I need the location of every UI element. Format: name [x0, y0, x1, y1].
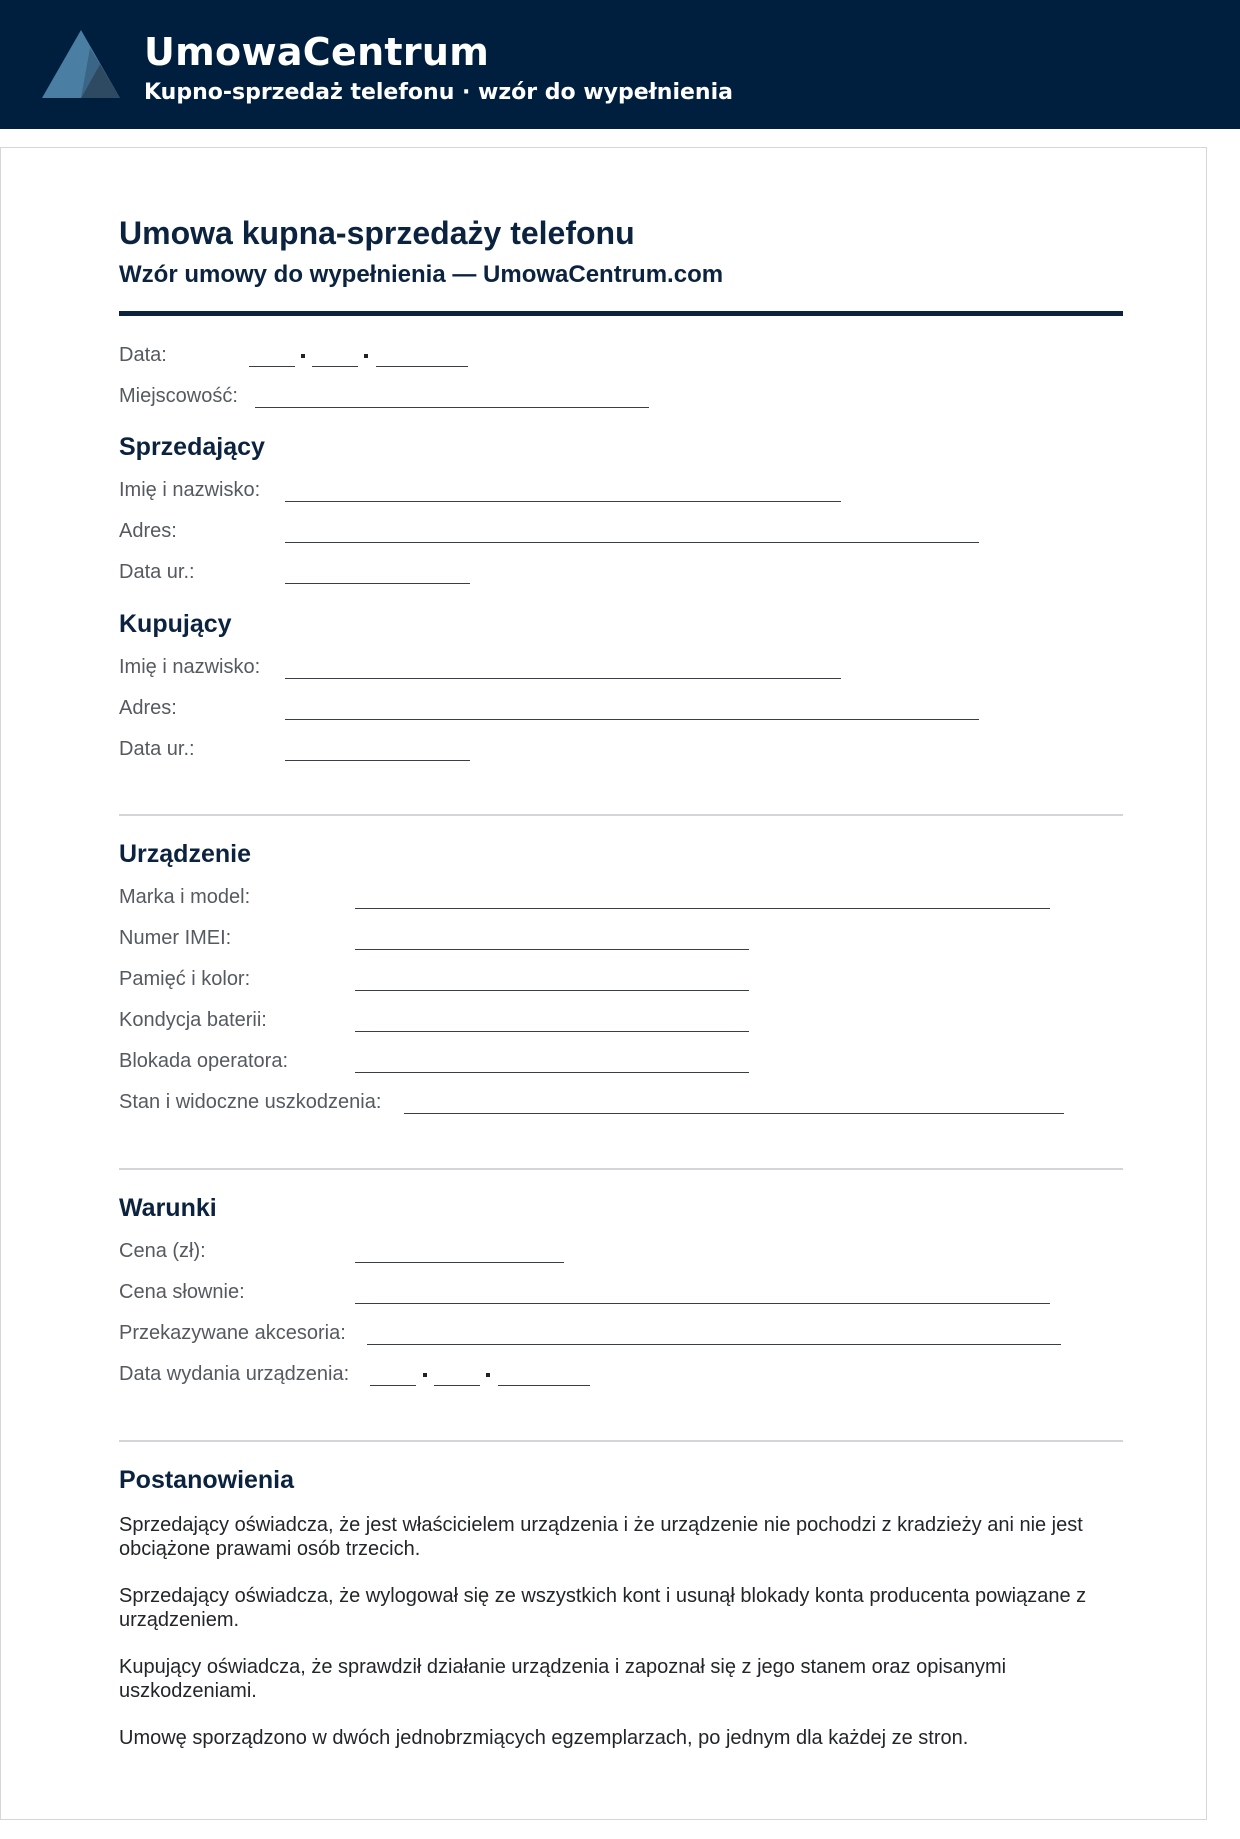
- price-words-blank[interactable]: [355, 1303, 1050, 1304]
- buyer-birth-field[interactable]: [119, 734, 519, 764]
- price-blank[interactable]: [355, 1262, 564, 1263]
- provision-clause-1: Sprzedający oświadcza, że jest właścicielem urządzenia i że urządzenie nie pochodzi z kradzieży ani nie jest obciążone prawami osób trzecich.: [119, 1514, 1083, 1560]
- brand-name[interactable]: UmowaCentrum: [144, 30, 490, 74]
- buyer-name-field[interactable]: [119, 652, 919, 682]
- seller-name-label: Imię i nazwisko:: [119, 479, 261, 501]
- date-label: Data:: [119, 344, 167, 366]
- accessories-label: Przekazywane akcesoria:: [119, 1322, 346, 1344]
- accessories-field[interactable]: [119, 1318, 1119, 1348]
- device-brand-blank[interactable]: [355, 908, 1050, 909]
- header-tagline: Kupno-sprzedaż telefonu · wzór do wypełnienia: [144, 80, 733, 105]
- price-label: Cena (zł):: [119, 1240, 206, 1262]
- seller-name-blank[interactable]: [285, 501, 841, 502]
- buyer-section-title: Kupujący: [119, 610, 232, 638]
- device-brand-field[interactable]: [119, 882, 1069, 912]
- device-battery-blank[interactable]: [355, 1031, 749, 1032]
- provision-clause-3: Kupujący oświadcza, że sprawdził działanie urządzenia i zapoznał się z jego stanem oraz opisanymi uszkodzeniami.: [119, 1656, 1007, 1702]
- seller-birth-field[interactable]: [119, 557, 519, 587]
- document-card: [0, 147, 1207, 1820]
- price-field[interactable]: [119, 1236, 819, 1266]
- buyer-address-label: Adres:: [119, 697, 177, 719]
- device-lock-blank[interactable]: [355, 1072, 749, 1073]
- provisions-section-title: Postanowienia: [119, 1466, 295, 1494]
- price-words-field[interactable]: [119, 1277, 1069, 1307]
- device-imei-blank[interactable]: [355, 949, 749, 950]
- seller-address-blank[interactable]: [285, 542, 979, 543]
- section-divider: [119, 1168, 1123, 1170]
- seller-section-title: Sprzedający: [119, 433, 265, 461]
- seller-name-field[interactable]: [119, 475, 919, 505]
- device-memory-field[interactable]: [119, 964, 819, 994]
- buyer-name-blank[interactable]: [285, 678, 841, 679]
- section-divider: [119, 814, 1123, 816]
- title-rule: [119, 311, 1123, 316]
- device-imei-label: Numer IMEI:: [119, 927, 232, 949]
- site-header: [0, 0, 1240, 129]
- document-subtitle: Wzór umowy do wypełnienia — UmowaCentrum.com: [119, 261, 724, 288]
- buyer-address-field[interactable]: [119, 693, 1019, 723]
- device-battery-label: Kondycja baterii:: [119, 1009, 267, 1031]
- document-title: Umowa kupna-sprzedaży telefonu: [119, 215, 635, 251]
- device-memory-blank[interactable]: [355, 990, 749, 991]
- handover-date-label: Data wydania urządzenia:: [119, 1363, 350, 1385]
- seller-birth-label: Data ur.:: [119, 561, 195, 583]
- accessories-blank[interactable]: [367, 1344, 1061, 1345]
- buyer-birth-blank[interactable]: [285, 760, 470, 761]
- handover-date-field[interactable]: [119, 1359, 719, 1389]
- provision-clause-4: Umowę sporządzono w dwóch jednobrzmiących egzemplarzach, po jednym dla każdej ze stron.: [119, 1727, 969, 1749]
- device-brand-label: Marka i model:: [119, 886, 251, 908]
- place-field[interactable]: [119, 381, 719, 411]
- device-lock-field[interactable]: [119, 1046, 819, 1076]
- device-section-title: Urządzenie: [119, 840, 251, 868]
- place-blank[interactable]: [255, 407, 649, 408]
- buyer-birth-label: Data ur.:: [119, 738, 195, 760]
- buyer-address-blank[interactable]: [285, 719, 979, 720]
- device-condition-field[interactable]: [119, 1087, 1119, 1117]
- device-battery-field[interactable]: [119, 1005, 819, 1035]
- terms-section-title: Warunki: [119, 1194, 217, 1222]
- device-lock-label: Blokada operatora:: [119, 1050, 289, 1072]
- price-words-label: Cena słownie:: [119, 1281, 245, 1303]
- device-memory-label: Pamięć i kolor:: [119, 968, 251, 990]
- place-label: Miejscowość:: [119, 385, 238, 407]
- provision-clause-2: Sprzedający oświadcza, że wylogował się ze wszystkich kont i usunął blokady konta producenta powiązane z urządzeniem.: [119, 1585, 1087, 1631]
- date-field[interactable]: [119, 340, 519, 370]
- device-condition-label: Stan i widoczne uszkodzenia:: [119, 1091, 382, 1113]
- triangle-logo-icon: [40, 28, 122, 100]
- device-imei-field[interactable]: [119, 923, 819, 953]
- seller-address-label: Adres:: [119, 520, 177, 542]
- section-divider: [119, 1440, 1123, 1442]
- device-condition-blank[interactable]: [404, 1113, 1064, 1114]
- seller-address-field[interactable]: [119, 516, 1019, 546]
- buyer-name-label: Imię i nazwisko:: [119, 656, 261, 678]
- seller-birth-blank[interactable]: [285, 583, 470, 584]
